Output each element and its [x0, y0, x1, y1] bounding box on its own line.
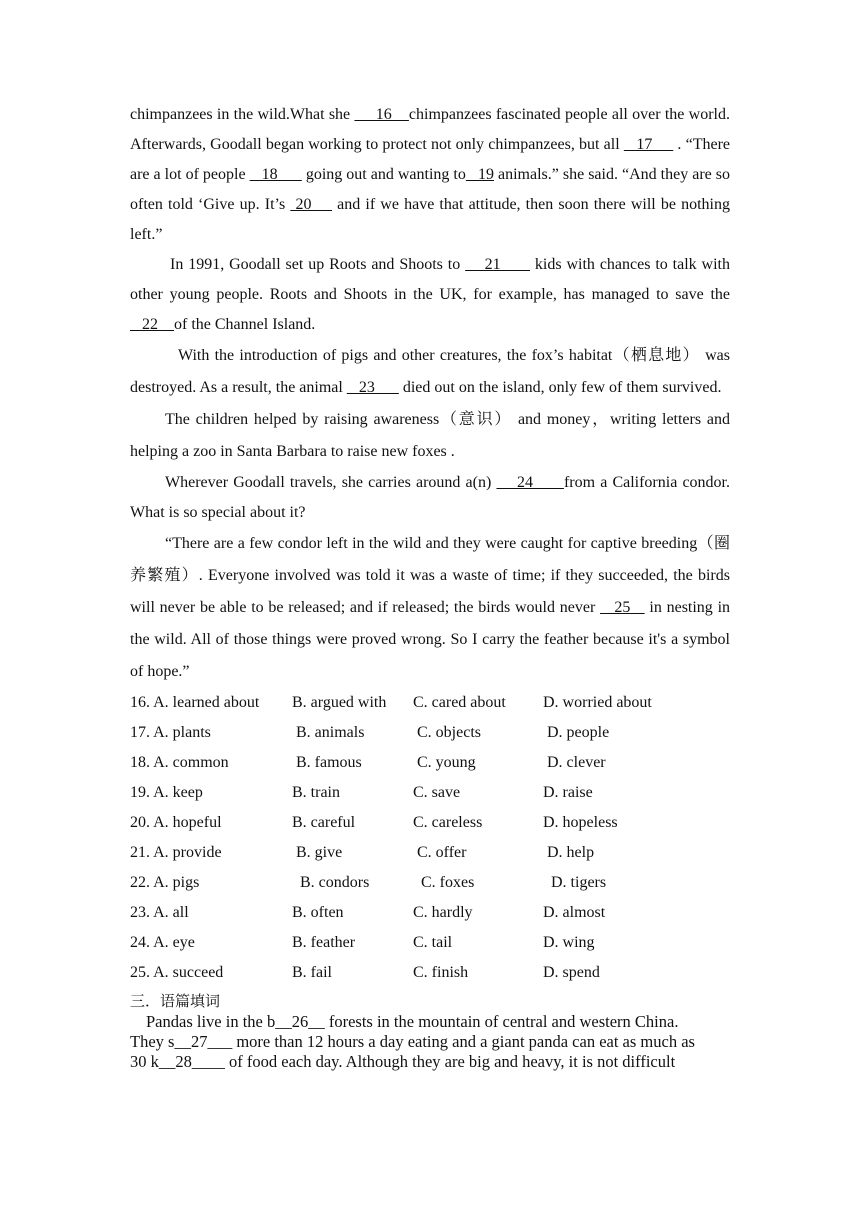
option-c: C. save	[413, 784, 461, 801]
option-b: B. often	[292, 904, 344, 921]
option-a: 19. A. keep	[130, 784, 203, 801]
passage-text: animals.” she said. “And they are so often told ‘Give up. It’s	[130, 166, 731, 213]
option-b: B. feather	[292, 934, 356, 951]
passage-paragraph-2	[130, 250, 730, 340]
option-c: C. finish	[413, 964, 469, 981]
option-a: 22. A. pigs	[130, 874, 200, 891]
answer-blank: 21	[465, 256, 531, 273]
option-a: 16. A. learned about	[130, 694, 260, 711]
cloze-line: Pandas live in the b__26__ forests in the mountain of central and western China.	[146, 1012, 679, 1031]
cloze-line: 30 k__28____ of food each day. Although they are big and heavy, it is not difficult	[130, 1052, 676, 1071]
options-list	[130, 688, 730, 988]
option-a: 23. A. all	[130, 904, 189, 921]
option-row-24	[130, 928, 730, 958]
answer-blank: 19	[465, 166, 494, 183]
option-row-17	[130, 718, 730, 748]
option-b: B. animals	[292, 724, 365, 741]
option-c: C. tail	[413, 934, 453, 951]
option-c: C. foxes	[413, 874, 475, 891]
option-a: 21. A. provide	[130, 844, 222, 861]
option-d: D. clever	[543, 754, 606, 771]
option-d: D. help	[543, 844, 595, 861]
option-c: C. cared about	[413, 694, 506, 711]
option-b: B. condors	[292, 874, 370, 891]
answer-blank: 22	[130, 316, 174, 333]
option-row-20	[130, 808, 730, 838]
option-row-18	[130, 748, 730, 778]
document-page	[130, 100, 730, 1072]
option-d: D. hopeless	[543, 814, 618, 831]
passage-text: and if we have that attitude, then soon there will be nothing left.”	[130, 196, 731, 243]
option-a: 17. A. plants	[130, 724, 211, 741]
option-b: B. give	[292, 844, 343, 861]
cloze-line: They s__27___ more than 12 hours a day eating and a giant panda can eat as much as	[130, 1032, 695, 1051]
option-d: D. raise	[543, 784, 593, 801]
answer-blank: 25	[600, 599, 645, 616]
passage-text: With the introduction of pigs and other creatures, the fox’s habitat（栖息地） was destroyed. As a result, the animal	[130, 347, 730, 396]
passage-text: going out and wanting to	[301, 166, 466, 183]
option-a: 20. A. hopeful	[130, 814, 222, 831]
answer-blank: 20	[290, 196, 333, 213]
passage-text: of the Channel Island.	[174, 316, 316, 333]
option-d: D. almost	[543, 904, 606, 921]
answer-blank: 23	[346, 379, 399, 396]
answer-blank: 16	[354, 106, 409, 123]
option-row-22	[130, 868, 730, 898]
passage-paragraph-3	[130, 340, 730, 404]
option-b: B. fail	[292, 964, 332, 981]
option-row-21	[130, 838, 730, 868]
option-d: D. tigers	[543, 874, 607, 891]
option-row-19	[130, 778, 730, 808]
option-b: B. careful	[292, 814, 356, 831]
passage-text: kids with chances to talk with other young people. Roots and Shoots in the UK, for example, has managed to save the	[130, 256, 731, 303]
passage-text: in nesting in the wild. All of those things were proved wrong. So I carry the feather because it's a symbol of hope.”	[130, 599, 731, 680]
option-c: C. offer	[413, 844, 467, 861]
option-b: B. argued with	[292, 694, 387, 711]
option-row-23	[130, 898, 730, 928]
passage-text: chimpanzees fascinated people all over the world. Afterwards, Goodall began working to protect not only chimpanzees, but all	[130, 106, 731, 153]
option-c: C. careless	[413, 814, 483, 831]
passage-text: The children helped by raising awareness（意识） and money，writing letters and helping a zoo in Santa Barbara to raise new foxes .	[130, 411, 730, 460]
section-heading: 三．语篇填词	[130, 992, 221, 1010]
passage-paragraph-5	[130, 468, 730, 528]
option-row-25	[130, 958, 730, 988]
answer-blank: 18	[249, 166, 302, 183]
answer-blank: 24	[496, 474, 564, 491]
answer-blank: 17	[623, 136, 674, 153]
option-a: 24. A. eye	[130, 934, 195, 951]
option-d: D. worried about	[543, 694, 652, 711]
option-a: 18. A. common	[130, 754, 229, 771]
passage-paragraph-4	[130, 404, 730, 468]
passage-paragraph-1	[130, 100, 730, 250]
option-b: B. train	[292, 784, 340, 801]
passage-text: Wherever Goodall travels, she carries around a(n)	[165, 474, 497, 491]
passage-text: chimpanzees in the wild.What she	[130, 106, 355, 123]
passage-paragraph-6	[130, 528, 730, 688]
passage-text: died out on the island, only few of them survived.	[398, 379, 722, 396]
option-d: D. wing	[543, 934, 595, 951]
option-row-16	[130, 688, 730, 718]
passage-text: “There are a few condor left in the wild and they were caught for captive breeding（圈养繁殖）. Everyone involved was told it was a waste of time; if they succeeded, the birds will never be able to be released; and if released; the birds would never	[130, 535, 730, 616]
option-b: B. famous	[292, 754, 362, 771]
option-a: 25. A. succeed	[130, 964, 224, 981]
option-d: D. spend	[543, 964, 600, 981]
option-c: C. objects	[413, 724, 481, 741]
passage-text: In 1991, Goodall set up Roots and Shoots to	[170, 256, 466, 273]
option-d: D. people	[543, 724, 610, 741]
option-c: C. young	[413, 754, 476, 771]
option-c: C. hardly	[413, 904, 473, 921]
passage-text: from a California condor. What is so special about it?	[130, 474, 730, 521]
passage-text: . “There are a lot of people	[130, 136, 731, 183]
